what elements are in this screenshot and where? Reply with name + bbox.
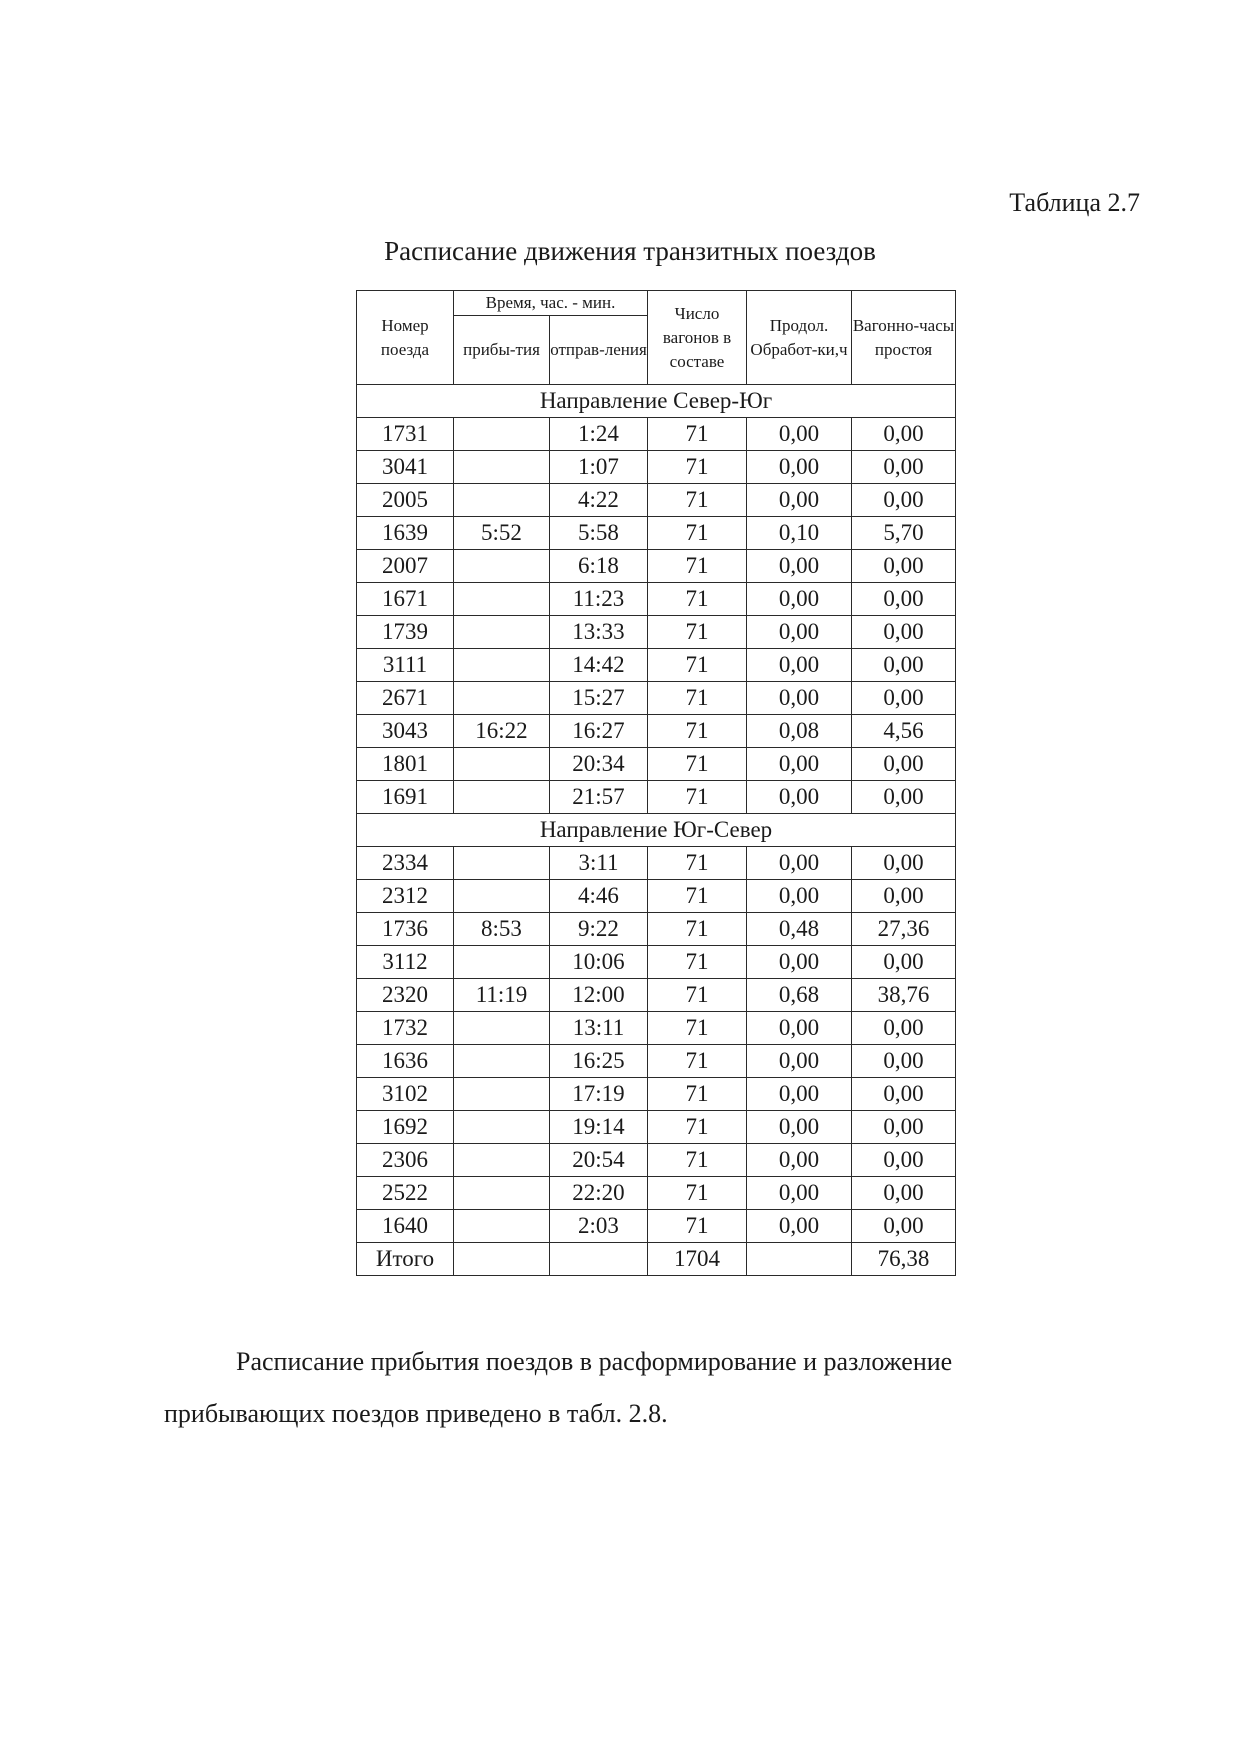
cell-departure: 14:42 <box>550 649 648 682</box>
cell-departure: 16:27 <box>550 715 648 748</box>
cell-train-number: 3043 <box>357 715 454 748</box>
table-row <box>357 1210 956 1243</box>
cell-duration: 0,00 <box>747 781 852 814</box>
cell-duration: 0,00 <box>747 682 852 715</box>
cell-duration: 0,08 <box>747 715 852 748</box>
cell-departure: 6:18 <box>550 550 648 583</box>
cell-departure <box>550 1243 648 1276</box>
cell-wagons: 71 <box>648 1210 747 1243</box>
cell-train-number: 2334 <box>357 847 454 880</box>
table-row <box>357 1078 956 1111</box>
table-row <box>357 1144 956 1177</box>
cell-duration: 0,00 <box>747 946 852 979</box>
cell-train-number: 3112 <box>357 946 454 979</box>
table-row <box>357 1045 956 1078</box>
cell-wagons: 71 <box>648 913 747 946</box>
table-row <box>357 517 956 550</box>
cell-wagons: 71 <box>648 880 747 913</box>
header-arrival: прибы-тия <box>454 316 550 385</box>
cell-departure: 17:19 <box>550 1078 648 1111</box>
cell-arrival <box>454 946 550 979</box>
cell-train-number: 3041 <box>357 451 454 484</box>
section-title: Направление Юг-Север <box>357 814 956 847</box>
train-schedule-table <box>356 290 956 1276</box>
cell-departure: 21:57 <box>550 781 648 814</box>
cell-wagon-hours: 0,00 <box>852 583 956 616</box>
cell-wagon-hours: 0,00 <box>852 880 956 913</box>
table-title: Расписание движения транзитных поездов <box>384 236 876 266</box>
cell-wagons: 71 <box>648 979 747 1012</box>
cell-wagons: 71 <box>648 715 747 748</box>
cell-wagon-hours: 0,00 <box>852 1078 956 1111</box>
cell-wagon-hours: 0,00 <box>852 1012 956 1045</box>
cell-wagon-hours: 0,00 <box>852 418 956 451</box>
cell-wagons: 71 <box>648 1111 747 1144</box>
cell-train-number: 1736 <box>357 913 454 946</box>
cell-departure: 19:14 <box>550 1111 648 1144</box>
cell-train-number: 1671 <box>357 583 454 616</box>
cell-departure: 11:23 <box>550 583 648 616</box>
table-header <box>357 291 956 385</box>
cell-train-number: 2007 <box>357 550 454 583</box>
table-row <box>357 913 956 946</box>
cell-arrival <box>454 418 550 451</box>
cell-departure: 4:22 <box>550 484 648 517</box>
cell-arrival: 16:22 <box>454 715 550 748</box>
cell-wagon-hours: 0,00 <box>852 748 956 781</box>
cell-departure: 13:11 <box>550 1012 648 1045</box>
table-row <box>357 451 956 484</box>
cell-duration: 0,00 <box>747 1012 852 1045</box>
cell-duration: 0,48 <box>747 913 852 946</box>
cell-wagon-hours: 0,00 <box>852 1210 956 1243</box>
table-row <box>357 418 956 451</box>
cell-duration: 0,00 <box>747 880 852 913</box>
header-time-group: Время, час. - мин. <box>454 291 648 316</box>
cell-departure: 13:33 <box>550 616 648 649</box>
cell-wagons: 71 <box>648 1144 747 1177</box>
cell-arrival <box>454 682 550 715</box>
cell-wagons: 71 <box>648 1012 747 1045</box>
cell-arrival <box>454 583 550 616</box>
table-row <box>357 781 956 814</box>
cell-wagons: 71 <box>648 1078 747 1111</box>
cell-duration: 0,00 <box>747 748 852 781</box>
cell-wagon-hours: 0,00 <box>852 1177 956 1210</box>
cell-wagons: 71 <box>648 1045 747 1078</box>
cell-arrival <box>454 880 550 913</box>
note-line-2: прибывающих поездов приведено в табл. 2.8. <box>164 1399 668 1428</box>
table-row <box>357 1177 956 1210</box>
table-body <box>357 385 956 1276</box>
cell-wagon-hours: 38,76 <box>852 979 956 1012</box>
cell-arrival <box>454 1210 550 1243</box>
cell-wagon-hours: 5,70 <box>852 517 956 550</box>
cell-duration: 0,00 <box>747 1144 852 1177</box>
cell-train-number: 2522 <box>357 1177 454 1210</box>
header-wagons: Число вагонов в составе <box>648 291 747 385</box>
cell-arrival <box>454 1144 550 1177</box>
cell-arrival <box>454 1078 550 1111</box>
cell-train-number: 2005 <box>357 484 454 517</box>
cell-wagons: 71 <box>648 649 747 682</box>
section-title: Направление Север-Юг <box>357 385 956 418</box>
cell-departure: 16:25 <box>550 1045 648 1078</box>
cell-duration: 0,10 <box>747 517 852 550</box>
cell-arrival: 11:19 <box>454 979 550 1012</box>
cell-wagons: 71 <box>648 616 747 649</box>
cell-departure: 15:27 <box>550 682 648 715</box>
table-row <box>357 880 956 913</box>
cell-departure: 20:54 <box>550 1144 648 1177</box>
cell-train-number: 2312 <box>357 880 454 913</box>
cell-arrival <box>454 616 550 649</box>
cell-wagons: 71 <box>648 748 747 781</box>
cell-departure: 1:07 <box>550 451 648 484</box>
cell-duration <box>747 1243 852 1276</box>
cell-departure: 20:34 <box>550 748 648 781</box>
cell-wagons: 71 <box>648 781 747 814</box>
table-row <box>357 550 956 583</box>
cell-train-number: 3102 <box>357 1078 454 1111</box>
table-row <box>357 1012 956 1045</box>
total-row <box>357 1243 956 1276</box>
table-row <box>357 616 956 649</box>
section-row <box>357 385 956 418</box>
note-paragraph <box>164 1336 1094 1440</box>
table-row <box>357 583 956 616</box>
table-row <box>357 979 956 1012</box>
cell-train-number: 1639 <box>357 517 454 550</box>
cell-train-number: 2671 <box>357 682 454 715</box>
cell-wagon-hours: 0,00 <box>852 451 956 484</box>
table-row <box>357 484 956 517</box>
total-label: Итого <box>357 1243 454 1276</box>
cell-departure: 3:11 <box>550 847 648 880</box>
cell-wagon-hours: 0,00 <box>852 484 956 517</box>
cell-departure: 1:24 <box>550 418 648 451</box>
header-train-number: Номер поезда <box>357 291 454 385</box>
cell-wagons: 71 <box>648 550 747 583</box>
cell-duration: 0,00 <box>747 418 852 451</box>
cell-duration: 0,00 <box>747 1045 852 1078</box>
cell-duration: 0,00 <box>747 649 852 682</box>
cell-duration: 0,68 <box>747 979 852 1012</box>
cell-wagon-hours: 0,00 <box>852 550 956 583</box>
cell-wagon-hours: 0,00 <box>852 781 956 814</box>
cell-duration: 0,00 <box>747 1177 852 1210</box>
cell-duration: 0,00 <box>747 847 852 880</box>
cell-train-number: 1801 <box>357 748 454 781</box>
cell-wagon-hours: 76,38 <box>852 1243 956 1276</box>
cell-train-number: 1732 <box>357 1012 454 1045</box>
cell-wagon-hours: 0,00 <box>852 946 956 979</box>
cell-departure: 5:58 <box>550 517 648 550</box>
cell-arrival <box>454 1012 550 1045</box>
cell-arrival <box>454 1045 550 1078</box>
table-row <box>357 682 956 715</box>
cell-arrival <box>454 649 550 682</box>
header-duration: Продол. Обработ-ки,ч <box>747 291 852 385</box>
cell-arrival <box>454 1111 550 1144</box>
cell-train-number: 2306 <box>357 1144 454 1177</box>
table-row <box>357 847 956 880</box>
cell-train-number: 1692 <box>357 1111 454 1144</box>
cell-duration: 0,00 <box>747 451 852 484</box>
cell-wagon-hours: 0,00 <box>852 1111 956 1144</box>
header-departure: отправ-ления <box>550 316 648 385</box>
cell-wagon-hours: 0,00 <box>852 1045 956 1078</box>
note-line-1: Расписание прибытия поездов в расформирование и разложение <box>236 1347 953 1376</box>
cell-arrival <box>454 748 550 781</box>
table-row <box>357 1111 956 1144</box>
table-row <box>357 946 956 979</box>
cell-wagon-hours: 0,00 <box>852 649 956 682</box>
cell-departure: 2:03 <box>550 1210 648 1243</box>
cell-duration: 0,00 <box>747 550 852 583</box>
table-row <box>357 748 956 781</box>
cell-duration: 0,00 <box>747 1078 852 1111</box>
cell-wagons: 71 <box>648 484 747 517</box>
cell-train-number: 3111 <box>357 649 454 682</box>
cell-duration: 0,00 <box>747 1111 852 1144</box>
cell-wagon-hours: 0,00 <box>852 616 956 649</box>
cell-departure: 9:22 <box>550 913 648 946</box>
cell-wagon-hours: 4,56 <box>852 715 956 748</box>
cell-train-number: 1691 <box>357 781 454 814</box>
cell-wagons: 71 <box>648 517 747 550</box>
header-wagon-hours: Вагонно-часы простоя <box>852 291 956 385</box>
cell-duration: 0,00 <box>747 616 852 649</box>
table-row <box>357 649 956 682</box>
cell-departure: 4:46 <box>550 880 648 913</box>
cell-wagons: 71 <box>648 451 747 484</box>
cell-wagons: 71 <box>648 418 747 451</box>
cell-wagon-hours: 0,00 <box>852 1144 956 1177</box>
cell-arrival <box>454 550 550 583</box>
cell-duration: 0,00 <box>747 583 852 616</box>
cell-arrival <box>454 1243 550 1276</box>
cell-departure: 10:06 <box>550 946 648 979</box>
cell-train-number: 1636 <box>357 1045 454 1078</box>
cell-wagon-hours: 0,00 <box>852 682 956 715</box>
cell-wagons: 71 <box>648 847 747 880</box>
cell-wagons: 71 <box>648 583 747 616</box>
cell-departure: 22:20 <box>550 1177 648 1210</box>
cell-train-number: 1640 <box>357 1210 454 1243</box>
section-row <box>357 814 956 847</box>
cell-arrival <box>454 451 550 484</box>
cell-train-number: 1731 <box>357 418 454 451</box>
cell-wagons: 71 <box>648 1177 747 1210</box>
cell-arrival <box>454 781 550 814</box>
cell-train-number: 2320 <box>357 979 454 1012</box>
cell-arrival: 8:53 <box>454 913 550 946</box>
cell-wagon-hours: 27,36 <box>852 913 956 946</box>
cell-wagon-hours: 0,00 <box>852 847 956 880</box>
cell-arrival <box>454 1177 550 1210</box>
table-number: Таблица 2.7 <box>1009 188 1140 217</box>
cell-arrival <box>454 484 550 517</box>
cell-arrival: 5:52 <box>454 517 550 550</box>
cell-arrival <box>454 847 550 880</box>
table-row <box>357 715 956 748</box>
cell-train-number: 1739 <box>357 616 454 649</box>
cell-wagons: 1704 <box>648 1243 747 1276</box>
cell-departure: 12:00 <box>550 979 648 1012</box>
cell-wagons: 71 <box>648 946 747 979</box>
cell-duration: 0,00 <box>747 484 852 517</box>
cell-wagons: 71 <box>648 682 747 715</box>
cell-duration: 0,00 <box>747 1210 852 1243</box>
